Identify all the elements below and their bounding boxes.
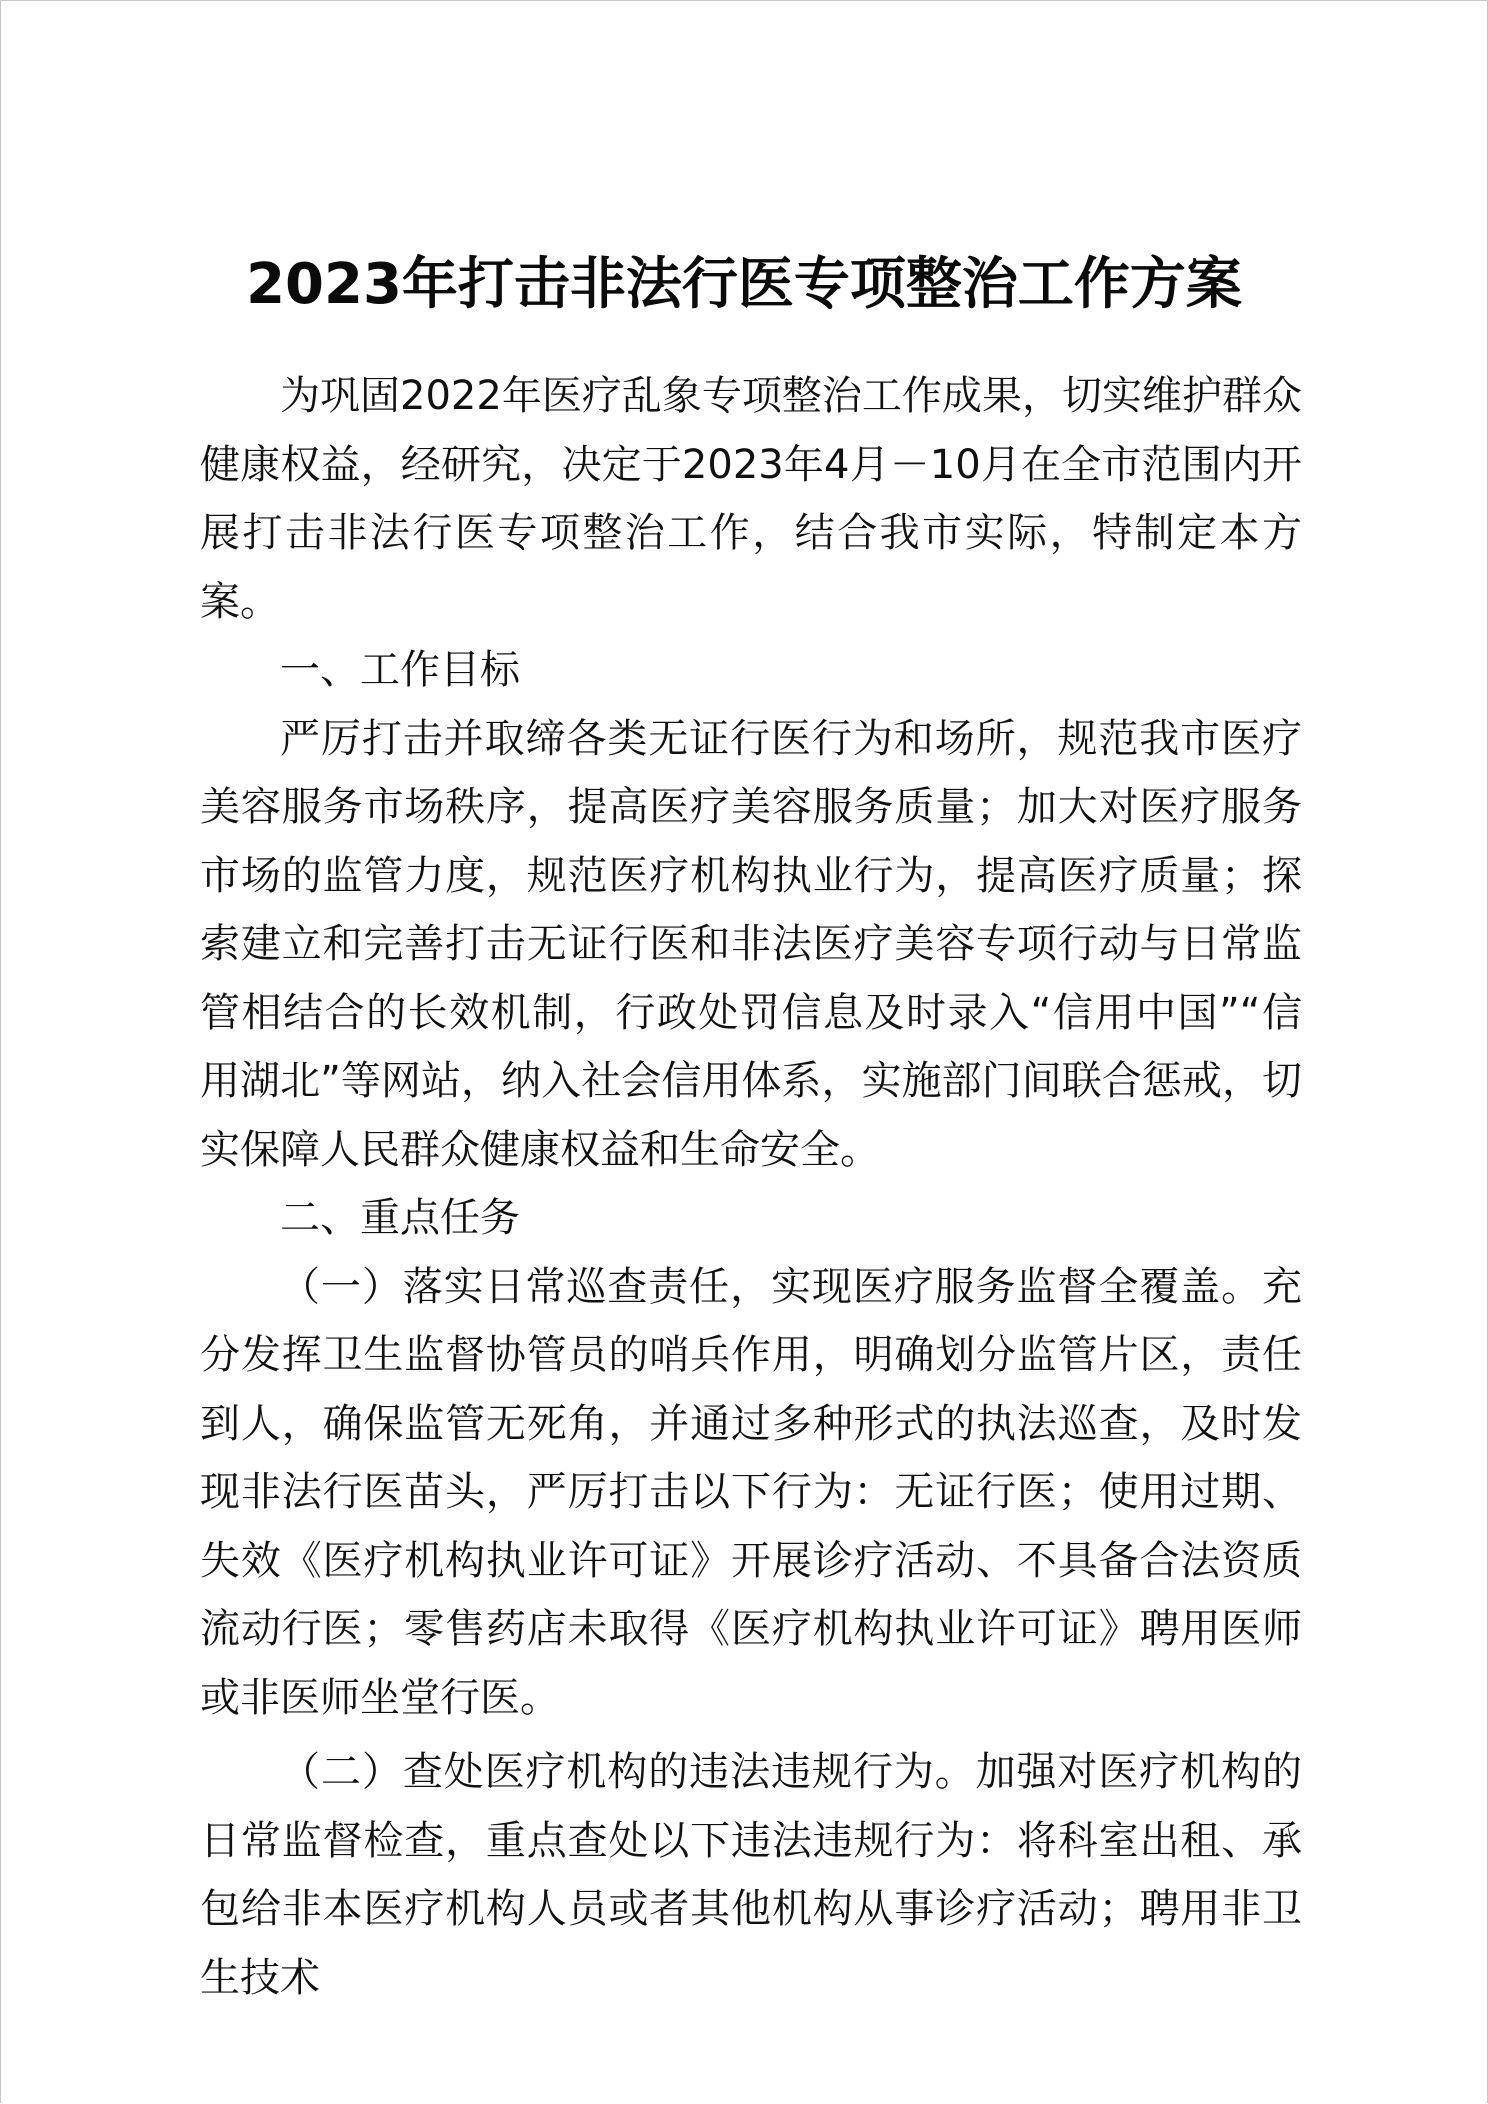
task-1-paragraph: （一）落实日常巡查责任，实现医疗服务监督全覆盖。充分发挥卫生监督协管员的哨兵作用，明确划分监管片区，责任到人，确保监管无死角，并通过多种形式的执法巡查，及时发现非法行医苗头，严厉打击以下行为：无证行医；使用过期、失效《医疗机构执业许可证》开展诊疗活动、不具备合法资质流动行医；零售药店未取得《医疗机构执业许可证》聘用医师或非医师坐堂行医。: [200, 1263, 1302, 1721]
goals-paragraph: 严厉打击并取缔各类无证行医行为和场所，规范我市医疗美容服务市场秩序，提高医疗美容服务质量；加大对医疗服务市场的监管力度，规范医疗机构执业行为，提高医疗质量；探索建立和完善打击无证行医和非法医疗美容专项行动与日常监管相结合的长效机制，行政处罚信息及时录入“信用中国”“信用湖北”等网站，纳入社会信用体系，实施部门间联合惩戒，切实保障人民群众健康权益和生命安全。: [200, 715, 1302, 1173]
document-title: 2023年打击非法行医专项整治工作方案: [246, 251, 1242, 317]
intro-paragraph: 为巩固2022年医疗乱象专项整治工作成果，切实维护群众健康权益，经研究，决定于2023年4月－10月在全市范围内开展打击非法行医专项整治工作，结合我市实际，特制定本方案。: [200, 373, 1302, 625]
task-2-paragraph: （二）查处医疗机构的违法违规行为。加强对医疗机构的日常监督检查，重点查处以下违法违规行为：将科室出租、承包给非本医疗机构人员或者其他机构从事诊疗活动；聘用非卫生技术: [200, 1749, 1302, 2001]
document-body: [200, 362, 1302, 2012]
section-heading-tasks: 二、重点任务: [280, 1195, 520, 1241]
section-heading-goals: 一、工作目标: [280, 647, 520, 693]
